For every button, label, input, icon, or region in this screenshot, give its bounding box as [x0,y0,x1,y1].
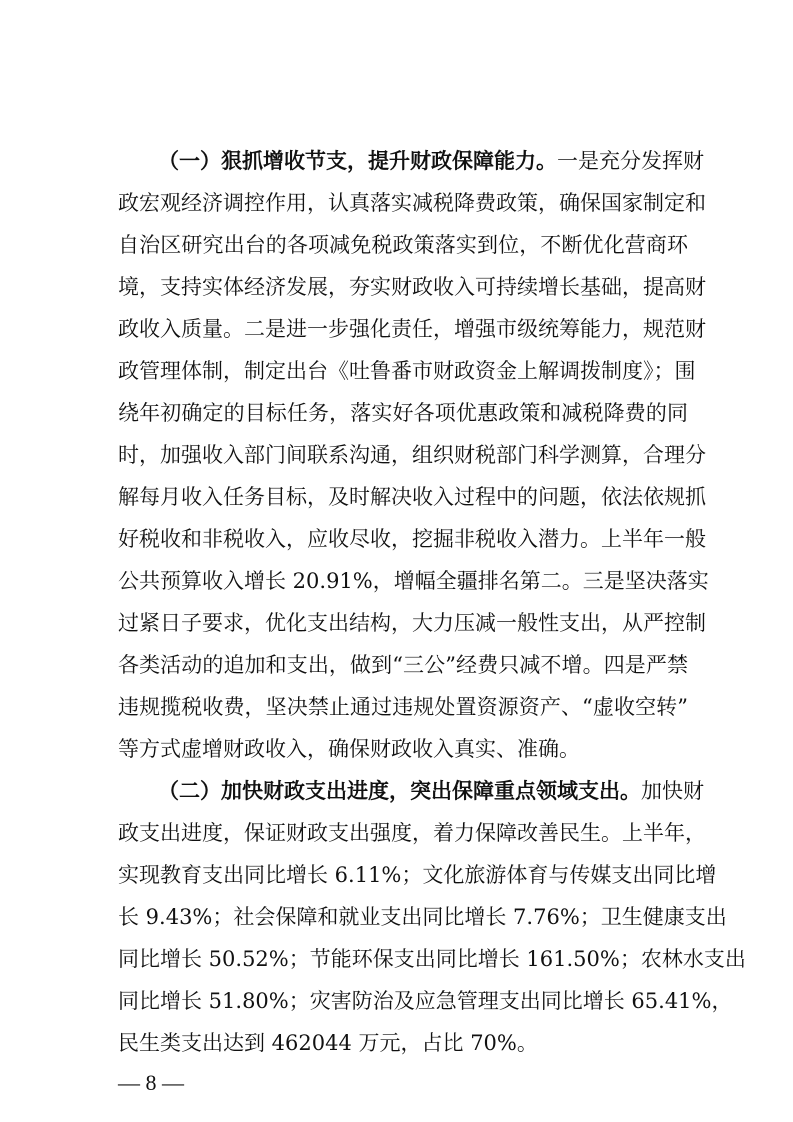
section2-line-4: 同比增长 50.52%；节能环保支出同比增长 161.50%；农林水支出 [118,947,746,971]
section1-line-5: 政管理体制，制定出台《吐鲁番市财政资金上解调拨制度》；围 [118,359,696,383]
section1-line-13: 违规揽税收费，坚决禁止通过违规处置资源资产、“虚收空转” [118,695,688,719]
section1-heading: （一）狠抓增收节支，提升财政保障能力。 [158,148,557,173]
section2-line-0: 加快财 [641,779,704,803]
section1-line-10: 公共预算收入增长 20.91%，增幅全疆排名第二。三是坚决落实 [118,569,709,593]
section2-first-line [158,776,704,806]
section1-line-12: 各类活动的追加和支出，做到“三公”经费只减不增。四是严禁 [118,653,688,677]
section1-line-1: 政宏观经济调控作用，认真落实减税降费政策，确保国家制定和 [118,191,706,215]
section2-heading: （二）加快财政支出进度，突出保障重点领域支出。 [158,778,641,803]
section1-first-line [158,146,704,176]
section1-line-6: 绕年初确定的目标任务，落实好各项优惠政策和减税降费的同 [118,401,688,425]
page-number: — 8 — [118,1070,184,1095]
section1-line-3: 境，支持实体经济发展，夯实财政收入可持续增长基础，提高财 [118,275,706,299]
section1-line-11: 过紧日子要求，优化支出结构，大力压减一般性支出，从严控制 [118,611,706,635]
section2-line-1: 政支出进度，保证财政支出强度，着力保障改善民生。上半年， [118,821,706,845]
section2-line-6: 民生类支出达到 462044 万元，占比 70%。 [118,1031,538,1055]
section1-line-4: 政收入质量。二是进一步强化责任，增强市级统筹能力，规范财 [118,317,706,341]
section1-line-8: 解每月收入任务目标，及时解决收入过程中的问题，依法依规抓 [118,485,706,509]
section1-line-0: 一是充分发挥财 [557,149,704,173]
section1-line-9: 好税收和非税收入，应收尽收，挖掘非税收入潜力。上半年一般 [118,527,706,551]
section2-line-3: 长 9.43%；社会保障和就业支出同比增长 7.76%；卫生健康支出 [118,905,727,929]
section2-line-2: 实现教育支出同比增长 6.11%；文化旅游体育与传媒支出同比增 [118,863,717,887]
section1-line-2: 自治区研究出台的各项减免税政策落实到位，不断优化营商环 [118,233,688,257]
section2-line-5: 同比增长 51.80%；灾害防治及应急管理支出同比增长 65.41%， [118,989,733,1013]
section1-line-14: 等方式虚增财政收入，确保财政收入真实、准确。 [118,737,580,761]
section1-line-7: 时，加强收入部门间联系沟通，组织财税部门科学测算，合理分 [118,443,706,467]
